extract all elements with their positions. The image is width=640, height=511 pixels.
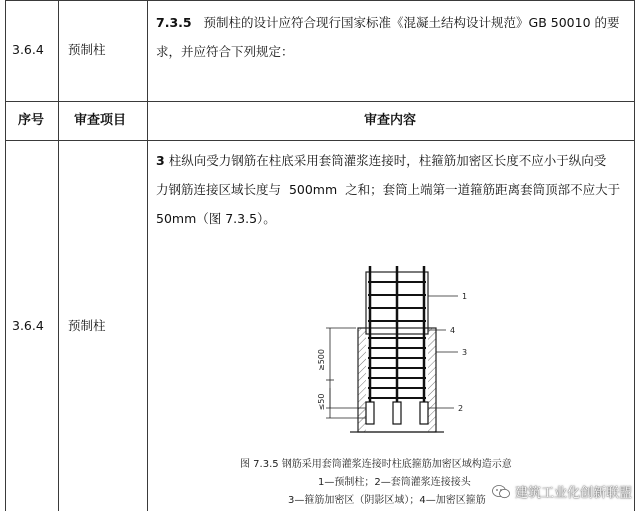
- table-col-divider-2: [147, 0, 148, 511]
- dense-zone-right: [428, 328, 436, 432]
- figure-caption: 图 7.3.5 钢筋采用套筒灌浆连接时柱底箍筋加密区域构造示意: [240, 459, 512, 470]
- content-line3: 50mm（图 7.3.5）。: [156, 211, 276, 226]
- header-content: 审查内容: [364, 113, 417, 128]
- figure-legend-1: 1—预制柱；2—套筒灌浆连接接头: [318, 477, 471, 488]
- label-4: 4: [450, 326, 456, 335]
- clause-text-line1: 预制柱的设计应符合现行国家标准《混凝土结构设计规范》GB 50010 的要: [203, 15, 620, 30]
- header-item: 审查项目: [74, 113, 127, 128]
- column-rebar-diagram: [300, 262, 500, 448]
- top-row-clause: [156, 8, 628, 66]
- dense-stirrups: [368, 338, 426, 398]
- header-number: 序号: [18, 113, 45, 128]
- table-col-divider-1: [58, 0, 59, 511]
- grout-sleeves: [366, 402, 428, 424]
- watermark: [492, 482, 632, 501]
- body-row-content: [156, 146, 628, 233]
- table-border-right: [634, 0, 635, 511]
- watermark-text: 建筑工业化创新联盟: [514, 486, 632, 501]
- table-border-left: [5, 0, 6, 511]
- label-2: 2: [458, 404, 464, 413]
- clause-number: 7.3.5: [156, 15, 192, 30]
- label-1: 1: [462, 292, 468, 301]
- top-row-item: 预制柱: [68, 42, 106, 57]
- label-3: 3: [462, 348, 468, 357]
- table-border-top: [5, 0, 635, 1]
- wechat-icon: [492, 485, 510, 499]
- clause-text-line2: 求，并应符合下列规定：: [156, 44, 294, 59]
- body-row-number: 3.6.4: [12, 318, 44, 333]
- point-number: 3: [156, 153, 165, 168]
- table-row-divider-1: [5, 101, 635, 102]
- top-row-number: 3.6.4: [12, 42, 44, 57]
- content-line1: 柱纵向受力钢筋在柱底采用套筒灌浆连接时，柱箍筋加密区长度不应小于纵向受: [168, 153, 607, 168]
- body-row-item: 预制柱: [68, 318, 106, 333]
- table-row-divider-2: [5, 140, 635, 141]
- dim-500-label: ≥500: [317, 349, 326, 371]
- figure-legend-2: 3—箍筋加密区（阴影区域）；4—加密区箍筋: [288, 495, 486, 506]
- dim-50-label: ≤50: [317, 393, 326, 411]
- content-line2: 力钢筋连接区域长度与 500mm 之和；套筒上端第一道箍筋距离套筒顶部不应大于: [156, 182, 621, 197]
- dense-zone-left: [358, 328, 366, 432]
